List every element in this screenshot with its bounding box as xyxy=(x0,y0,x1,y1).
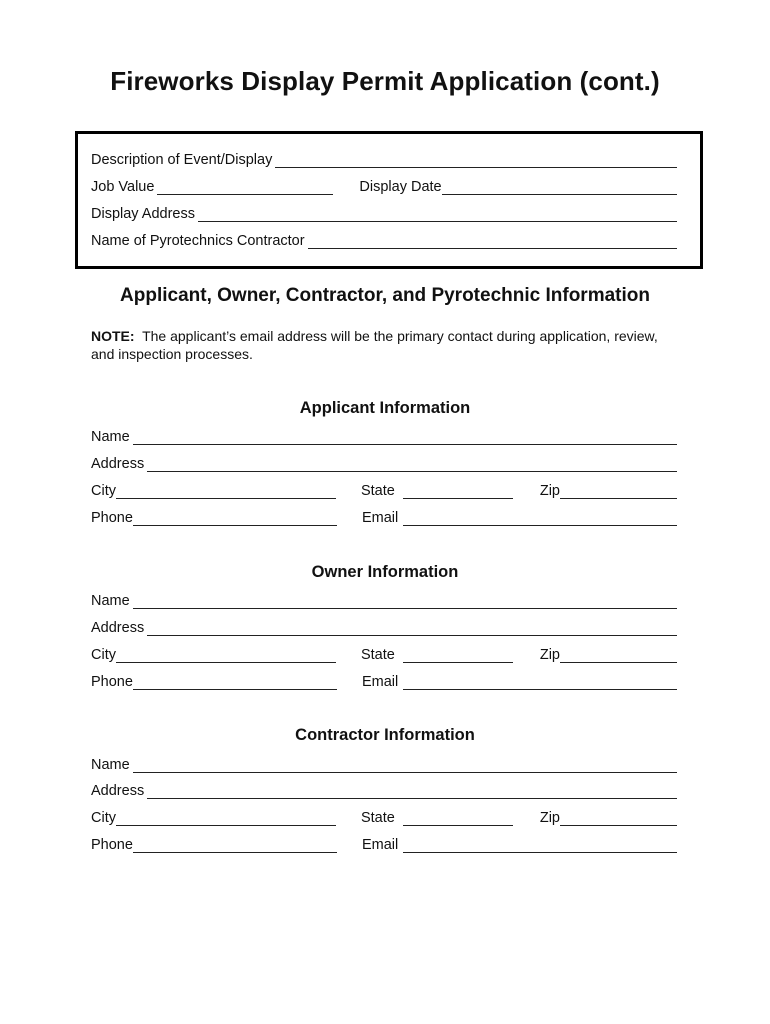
contractor-name-label: Name xyxy=(91,757,130,773)
owner-zip-label: Zip xyxy=(539,647,560,663)
applicant-name-field[interactable] xyxy=(133,428,677,445)
applicant-email-label: Email xyxy=(361,510,399,526)
contractor-city-label: City xyxy=(91,810,116,826)
applicant-phone-field[interactable] xyxy=(133,509,337,526)
pyrotechnics-contractor-row xyxy=(91,229,677,249)
contractor-phone-field[interactable] xyxy=(133,836,337,853)
contractor-name-row xyxy=(91,753,677,773)
contractor-address-label: Address xyxy=(91,783,145,799)
event-description-row xyxy=(91,148,677,168)
owner-state-field[interactable] xyxy=(403,646,513,663)
contractor-phone-email-row xyxy=(91,833,677,853)
contractor-state-label: State xyxy=(360,810,395,826)
owner-address-field[interactable] xyxy=(147,619,677,636)
applicant-phone-email-row xyxy=(91,506,677,526)
applicant-address-field[interactable] xyxy=(147,455,677,472)
applicant-section-title: Applicant Information xyxy=(299,399,471,417)
applicant-zip-label: Zip xyxy=(539,483,560,499)
owner-name-row xyxy=(91,589,677,609)
job-value-row xyxy=(91,175,677,195)
owner-city-state-zip-row xyxy=(91,643,677,663)
display-date-label: Display Date xyxy=(359,179,442,195)
note-label: NOTE: xyxy=(91,328,135,344)
owner-section-title: Owner Information xyxy=(311,563,459,581)
contractor-name-field[interactable] xyxy=(133,756,677,773)
applicant-email-field[interactable] xyxy=(403,509,677,526)
owner-email-label: Email xyxy=(361,674,399,690)
contractor-city-state-zip-row xyxy=(91,806,677,826)
contractor-state-field[interactable] xyxy=(403,809,513,826)
job-value-field[interactable] xyxy=(157,178,333,195)
owner-city-field[interactable] xyxy=(116,646,336,663)
contractor-address-row xyxy=(91,779,677,799)
owner-address-label: Address xyxy=(91,620,145,636)
owner-phone-field[interactable] xyxy=(133,673,337,690)
owner-email-field[interactable] xyxy=(403,673,677,690)
applicant-state-label: State xyxy=(360,483,395,499)
contractor-email-label: Email xyxy=(361,837,399,853)
contractor-address-field[interactable] xyxy=(147,782,677,799)
owner-zip-field[interactable] xyxy=(560,646,677,663)
owner-phone-email-row xyxy=(91,670,677,690)
display-address-row xyxy=(91,202,677,222)
event-description-label: Description of Event/Display xyxy=(91,152,273,168)
applicant-address-label: Address xyxy=(91,456,145,472)
note-paragraph xyxy=(91,327,681,363)
pyrotechnics-contractor-label: Name of Pyrotechnics Contractor xyxy=(91,233,305,249)
owner-address-row xyxy=(91,616,677,636)
job-value-label: Job Value xyxy=(91,179,155,195)
contractor-phone-label: Phone xyxy=(91,837,133,853)
applicant-city-label: City xyxy=(91,483,116,499)
owner-name-field[interactable] xyxy=(133,592,677,609)
display-address-field[interactable] xyxy=(198,205,677,222)
section-heading: Applicant, Owner, Contractor, and Pyrotechnic Information xyxy=(120,285,650,306)
note-text: The applicant’s email address will be the primary contact during application, review, and inspection processes. xyxy=(91,328,658,362)
applicant-address-row xyxy=(91,452,677,472)
page-title: Fireworks Display Permit Application (cont.) xyxy=(110,66,660,96)
contractor-zip-field[interactable] xyxy=(560,809,677,826)
contractor-section-title: Contractor Information xyxy=(295,726,475,744)
applicant-name-row xyxy=(91,425,677,445)
display-date-field[interactable] xyxy=(442,178,677,195)
applicant-state-field[interactable] xyxy=(403,482,513,499)
contractor-email-field[interactable] xyxy=(403,836,677,853)
contractor-city-field[interactable] xyxy=(116,809,336,826)
display-address-label: Display Address xyxy=(91,206,195,222)
applicant-city-state-zip-row xyxy=(91,479,677,499)
applicant-phone-label: Phone xyxy=(91,510,133,526)
owner-city-label: City xyxy=(91,647,116,663)
applicant-zip-field[interactable] xyxy=(560,482,677,499)
event-description-field[interactable] xyxy=(275,151,677,168)
owner-state-label: State xyxy=(360,647,395,663)
applicant-city-field[interactable] xyxy=(116,482,336,499)
pyrotechnics-contractor-field[interactable] xyxy=(308,232,677,249)
applicant-name-label: Name xyxy=(91,429,130,445)
owner-phone-label: Phone xyxy=(91,674,133,690)
contractor-zip-label: Zip xyxy=(539,810,560,826)
owner-name-label: Name xyxy=(91,593,130,609)
